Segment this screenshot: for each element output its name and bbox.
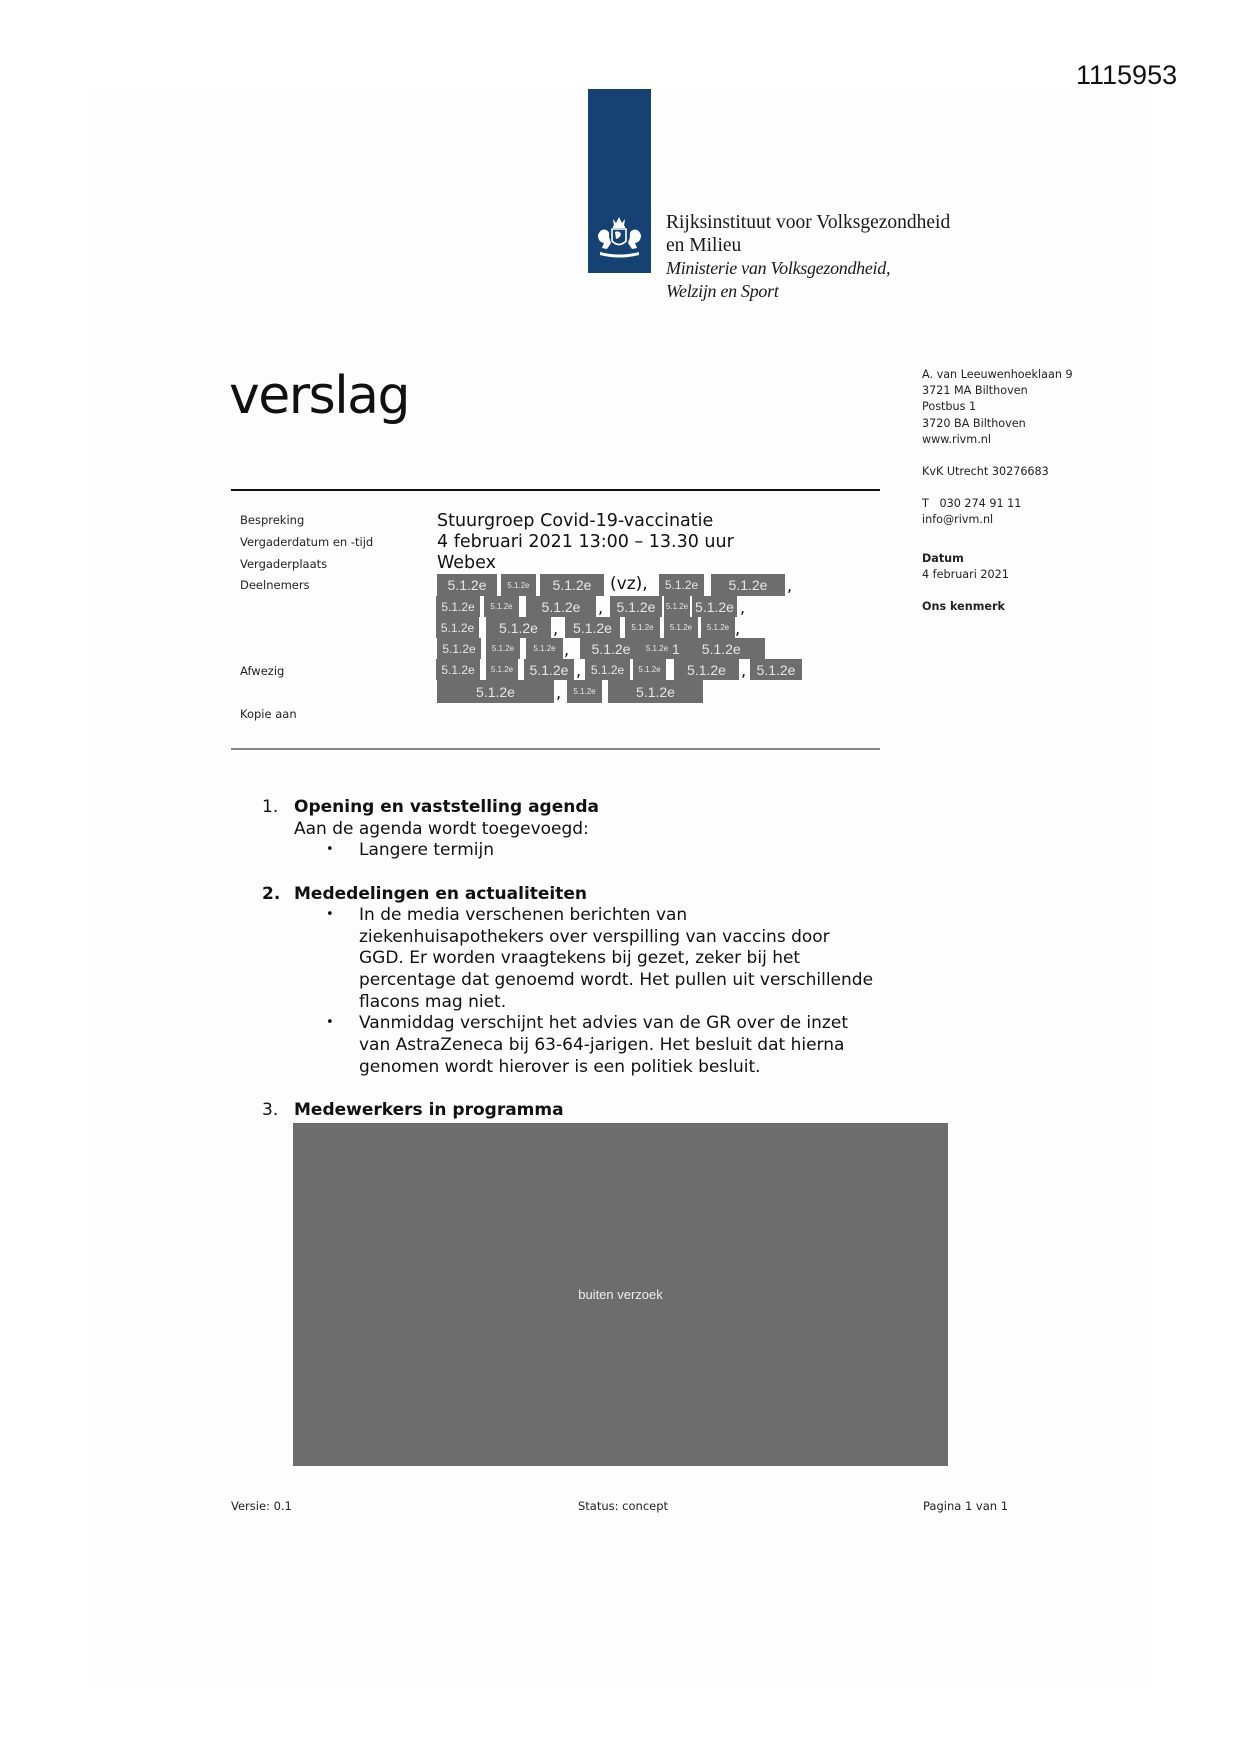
redaction-box: 5.1.2e bbox=[659, 574, 704, 596]
redaction-box: 5.1.2e bbox=[664, 596, 690, 617]
comma: , bbox=[556, 683, 562, 702]
comma: , bbox=[741, 661, 747, 680]
address-postcode: 3721 MA Bilthoven bbox=[922, 384, 1028, 398]
redaction-box: 5.1.2e bbox=[484, 596, 519, 617]
redaction-box: 5.1.2e bbox=[436, 617, 479, 638]
bullet-icon: • bbox=[326, 842, 334, 857]
label-bespreking: Bespreking bbox=[240, 513, 305, 527]
date-value: 4 februari 2021 bbox=[922, 567, 1009, 581]
paragraph-line: GGD. Er worden vraagtekens bij gezet, zeker bij het bbox=[359, 948, 801, 968]
organisation-name bbox=[666, 211, 950, 303]
redaction-box: 5.1.2e bbox=[580, 638, 642, 659]
royal-coat-of-arms-icon bbox=[594, 215, 645, 261]
redaction-box: 5.1.2e bbox=[750, 659, 802, 680]
section-title: Mededelingen en actualiteiten bbox=[294, 884, 588, 904]
footer-page: Pagina 1 van 1 bbox=[923, 1499, 1009, 1513]
comma: , bbox=[553, 619, 559, 638]
paragraph-line: van AstraZeneca bij 63-64-jarigen. Het besluit dat hierna bbox=[359, 1035, 845, 1055]
paragraph-line: Vanmiddag verschijnt het advies van de GR over de inzet bbox=[359, 1013, 848, 1033]
website-link[interactable]: www.rivm.nl bbox=[922, 432, 991, 446]
paragraph-line: genomen wordt hierover is een politiek besluit. bbox=[359, 1057, 761, 1077]
section-title: Medewerkers in programma bbox=[294, 1100, 564, 1120]
redaction-box: 5.1.2e bbox=[642, 638, 672, 659]
redaction-box: 5.1.2e bbox=[486, 659, 518, 680]
email-link[interactable]: info@rivm.nl bbox=[922, 513, 994, 527]
redaction-box: 5.1.2e bbox=[526, 638, 563, 659]
redaction-box: 5.1.2e bbox=[674, 659, 739, 680]
meeting-datetime: 4 februari 2021 13:00 – 13.30 uur bbox=[437, 532, 734, 552]
redaction-box: 5.1.2e bbox=[701, 617, 735, 638]
redaction-code: 5.1.2e bbox=[701, 640, 741, 657]
label-deelnemers: Deelnemers bbox=[240, 578, 310, 592]
redaction-box: 5.1.2e bbox=[625, 617, 660, 638]
reference-label: Ons kenmerk bbox=[922, 600, 1005, 614]
redaction-box: 5.1.2e bbox=[501, 574, 536, 596]
redacted-block bbox=[293, 1123, 948, 1466]
section-number: 3. bbox=[262, 1100, 279, 1120]
header-divider-bottom bbox=[231, 748, 880, 750]
date-label: Datum bbox=[922, 551, 964, 565]
footer-version: Versie: 0.1 bbox=[231, 1499, 292, 1513]
comma: , bbox=[598, 598, 604, 617]
meeting-subject: Stuurgroep Covid-19-vaccinatie bbox=[437, 511, 714, 531]
paragraph-line: percentage dat genoemd wordt. Het pullen uit verschillende bbox=[359, 970, 874, 990]
section-title: Opening en vaststelling agenda bbox=[294, 797, 599, 817]
redaction-label: buiten verzoek bbox=[578, 1287, 663, 1302]
redaction-box: 5.1.2e bbox=[565, 617, 620, 638]
address-block bbox=[922, 367, 1073, 615]
redaction-box bbox=[672, 638, 765, 659]
redaction-box: 5.1.2e bbox=[486, 617, 551, 638]
redaction-box: 5.1.2e bbox=[436, 659, 480, 680]
meeting-location: Webex bbox=[437, 553, 496, 573]
comma: , bbox=[564, 640, 570, 659]
redaction-box: 5.1.2e bbox=[633, 659, 666, 680]
comma: , bbox=[576, 661, 582, 680]
phone-number: T 030 274 91 11 bbox=[922, 497, 1022, 511]
ministry-line2: Welzijn en Sport bbox=[666, 281, 779, 301]
address-postbus-city: 3720 BA Bilthoven bbox=[922, 416, 1026, 430]
redaction-box: 5.1.2e bbox=[486, 638, 520, 659]
comma: , bbox=[787, 576, 793, 595]
redaction-box: 5.1.2e bbox=[567, 680, 602, 703]
redaction-box: 5.1.2e bbox=[608, 680, 703, 703]
redaction-box: 5.1.2e bbox=[436, 596, 480, 617]
address-postbus: Postbus 1 bbox=[922, 400, 977, 414]
redaction-box: 5.1.2e bbox=[437, 680, 554, 703]
redaction-box: 5.1.2e bbox=[585, 659, 630, 680]
redaction-box: 5.1.2e bbox=[711, 574, 785, 596]
label-datum-tijd: Vergaderdatum en -tijd bbox=[240, 535, 374, 549]
redaction-box: 5.1.2e bbox=[664, 617, 698, 638]
redaction-box: 5.1.2e bbox=[610, 596, 662, 617]
section-number: 1. bbox=[262, 797, 279, 817]
label-plaats: Vergaderplaats bbox=[240, 557, 328, 571]
kvk-number: KvK Utrecht 30276683 bbox=[922, 465, 1049, 479]
redaction-box: 5.1.2e bbox=[437, 574, 497, 596]
section-intro: Aan de agenda wordt toegevoegd: bbox=[294, 819, 589, 839]
redaction-box: 5.1.2e bbox=[524, 659, 574, 680]
chair-marker: (vz), bbox=[610, 574, 648, 594]
redaction-box: 5.1.2e bbox=[437, 638, 481, 659]
agenda-item: Langere termijn bbox=[359, 840, 494, 860]
bullet-icon: • bbox=[326, 907, 334, 922]
comma: , bbox=[735, 619, 741, 638]
org-name-line2: en Milieu bbox=[666, 235, 742, 256]
redaction-digit: 1 bbox=[672, 640, 680, 657]
logo-bar bbox=[588, 89, 651, 273]
label-kopie: Kopie aan bbox=[240, 707, 297, 721]
document-number: 1115953 bbox=[1076, 60, 1178, 90]
section-number: 2. bbox=[262, 884, 281, 904]
footer-status: Status: concept bbox=[578, 1499, 669, 1513]
label-afwezig: Afwezig bbox=[240, 664, 285, 678]
header-divider bbox=[231, 489, 880, 491]
redaction-box: 5.1.2e bbox=[540, 574, 604, 596]
paragraph-line: ziekenhuisapothekers over verspilling van vaccins door bbox=[359, 927, 830, 947]
paragraph-line: In de media verschenen berichten van bbox=[359, 905, 688, 925]
comma: , bbox=[740, 598, 746, 617]
bullet-icon: • bbox=[326, 1015, 334, 1030]
document-title: verslag bbox=[229, 366, 410, 426]
ministry-line1: Ministerie van Volksgezondheid, bbox=[666, 258, 891, 278]
org-name-line1: Rijksinstituut voor Volksgezondheid bbox=[666, 212, 951, 233]
address-street: A. van Leeuwenhoeklaan 9 bbox=[922, 368, 1073, 381]
redaction-box: 5.1.2e bbox=[526, 596, 596, 617]
paragraph-line: flacons mag niet. bbox=[359, 992, 507, 1012]
redaction-box: 5.1.2e bbox=[692, 596, 737, 617]
